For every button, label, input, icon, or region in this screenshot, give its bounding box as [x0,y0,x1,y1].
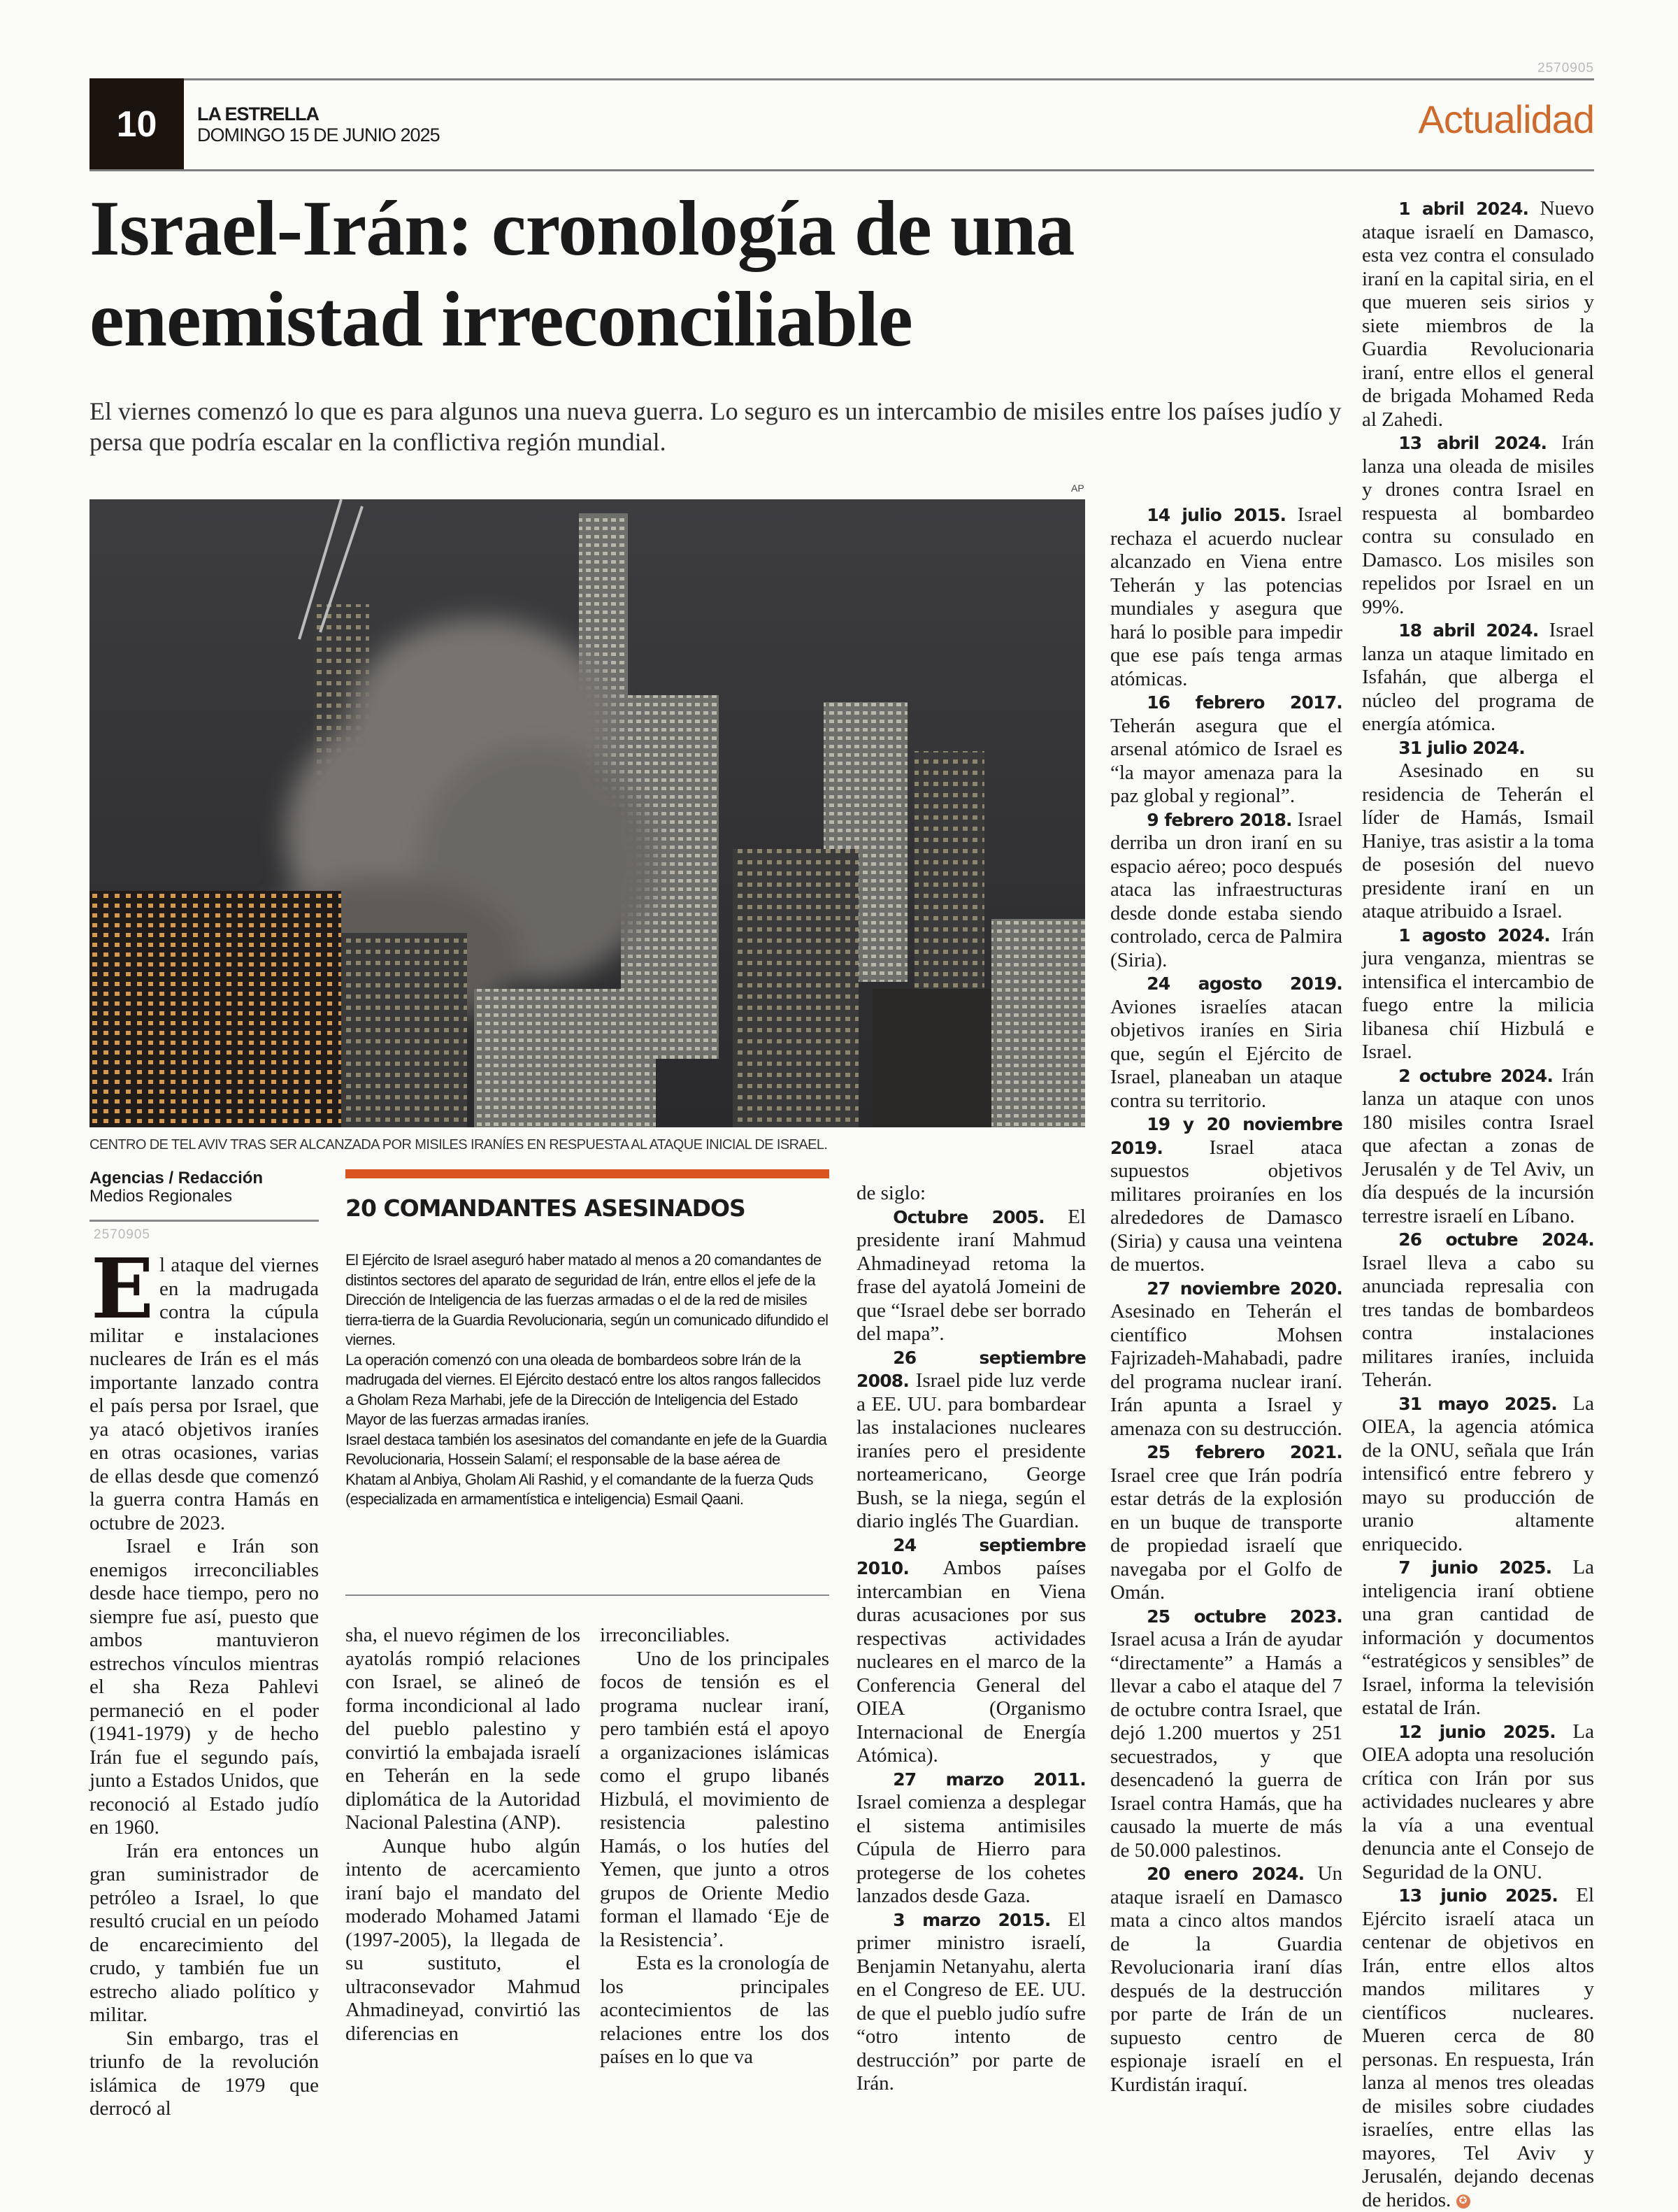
timeline-entry [1362,431,1594,619]
timeline-text: Nuevo ataque israelí en Damasco, esta vez contra el consulado iraní en la capital siria, en el que mueren seis sirios y siete miembros de la Guardia Revolucionaria iraní, entre ellos el general de brigada Mohamed Reda al Zahedi. [1362,197,1594,431]
paragraph-text: l ataque del viernes en la madrugada contra la cúpula militar e instalaciones nucleares de Irán es el más importante lanzado contra el país persa por Israel, que ya atacó objetivos iraníes en otras ocasiones, varias de ellas desde que comenzó la guerra contra Hamás en octubre de 2023. [89,1254,319,1534]
body-paragraph: irreconciliables. [600,1624,730,1646]
timeline-entry [1362,1884,1594,2212]
timeline-entry [1110,808,1342,973]
timeline-column-1 [856,1182,1086,2096]
drop-cap: E [91,1240,154,1337]
body-paragraph [89,1240,319,1535]
timeline-entry [1362,924,1594,1064]
byline [89,1169,319,1206]
timeline-date: 27 marzo 2011. [893,1769,1086,1790]
photo-caption: CENTRO DE TEL AVIV TRAS SER ALCANZADA POR MISILES IRANÍES EN RESPUESTA AL ATAQUE INICIAL DE ISRAEL. [89,1137,828,1153]
body-column-2 [345,1624,580,2046]
timeline-text: Israel rechaza el acuerdo nuclear alcanzado en Viena entre Teherán y las potencias mundiales y asegura que hará lo posible para impedir que ese país tenga armas atómicas. [1110,504,1343,690]
timeline-text: La OIEA, la agencia atómica de la ONU, señala que Irán intensificó entre febrero y mayo su producción de uranio altamente enriquecido. [1362,1392,1594,1555]
timeline-date: 26 septiembre 2008. [856,1347,1086,1391]
timeline-entry [1362,1392,1594,1557]
timeline-text: Israel cree que Irán podría estar detrás de la explosión en un buque de transporte de propiedad israelí que navegaba por el Golfo de Omán. [1110,1464,1342,1604]
timeline-column-2 [1110,504,1342,2097]
timeline-date: 16 febrero 2017. [1147,692,1342,713]
timeline-date: 1 abril 2024. [1398,199,1529,219]
timeline-date: 13 junio 2025. [1398,1885,1558,1906]
tel-aviv-skyline-image [89,499,1085,1127]
watermark-bottom: 2570905 [94,1227,150,1242]
timeline-date: 7 junio 2025. [1398,1557,1552,1578]
timeline-date: 31 julio 2024. [1398,737,1525,758]
box-paragraph: La operación comenzó con una oleada de bombardeos sobre Irán de la madrugada del viernes. El Ejército destacó entre los altos rangos fallecidos a Gholam Reza Marhabi, jefe de la Dirección de Inteligencia del Estado Mayor de las fuerzas armadas iraníes. [345,1350,821,1428]
page-number: 10 [89,78,184,171]
timeline-text: Israel lleva a cabo su anunciada represalia con tres tandas de bombardeos contra instalaciones militares iraníes, incluida Teherán. [1362,1251,1594,1391]
timeline-date: 3 marzo 2015. [893,1909,1051,1930]
timeline-text: El presidente iraní Mahmud Ahmadineyad retoma la frase del ayatolá Jomeini de que “Israel debe ser borrado del mapa”. [856,1205,1086,1345]
timeline-entry [1362,1228,1594,1392]
body-paragraph: sha, el nuevo régimen de los ayatolás rompió relaciones con Israel, se alineó de forma incondicional al lado del pueblo palestino y convirtió la embajada israelí en Teherán en la sede diplomática de la Autoridad Nacional Palestina (ANP). [345,1624,580,1834]
timeline-entry [1110,504,1342,691]
body-paragraph: Irán era entonces un gran suministrador de petróleo a Israel, lo que resultó crucial en un peíodo de encarecimiento del crudo, y también fue un estrecho aliado político y militar. [89,1839,319,2026]
timeline-text: El Ejército israelí ataca un centenar de objetivos en Irán, entre ellos altos mandos militares y científicos nucleares. Mueren cerca de 80 personas. En respuesta, Irán lanza al menos tres oleadas de misiles sobre ciudades israelíes, entre ellas las mayores, Tel Aviv y Jerusalén, dejando decenas de heridos. [1362,1884,1595,2211]
body-paragraph: de siglo: [856,1182,926,1204]
body-column-3 [600,1624,829,2069]
header-bottom-rule [89,169,1594,171]
timeline-entry [1110,1277,1342,1441]
timeline-text: Israel ataca supuestos objetivos militares proiraníes en los alrededores de Damasco (Siria) y causa una veintena de muertos. [1110,1136,1342,1276]
byline-source: Medios Regionales [89,1187,233,1206]
timeline-column-3 [1362,197,1594,2212]
byline-rule [89,1220,319,1222]
timeline-entry [1110,1441,1342,1605]
box-text [345,1250,829,1510]
masthead [197,104,440,145]
timeline-text: La inteligencia iraní obtiene una gran cantidad de información y documentos “estratégicos y sensibles” de Israel, informa la televisión estatal de Irán. [1362,1556,1594,1719]
timeline-text: La OIEA adopta una resolución crítica con Irán por sus actividades nucleares y abre la vía a una eventual denuncia ante el Consejo de Seguridad de la ONU. [1362,1720,1594,1883]
timeline-text: Israel lanza un ataque limitado en Isfahán, que alberga el núcleo del programa de energía atómica. [1362,619,1595,735]
timeline-date: 13 abril 2024. [1398,433,1547,453]
box-accent-bar [345,1169,829,1178]
news-photo [89,499,1085,1127]
timeline-date: 14 julio 2015. [1147,505,1286,525]
box-title: 20 COMANDANTES ASESINADOS [345,1194,745,1222]
timeline-entry [1110,1862,1342,2097]
timeline-entry [1362,759,1594,924]
body-paragraph: Aunque hubo algún intento de acercamiento iraní bajo el mandato del moderado Mohamed Jatami (1997-2005), la llegada de su sustituto, el ultraconsevador Mahmud Ahmadineyad, convirtió las diferencias en [345,1834,580,2045]
body-paragraph: Israel e Irán son enemigos irreconciliables desde hace tiempo, pero no siempre fue así, puesto que ambos mantuvieron estrechos vínculos mientras el sha Reza Pahlevi permaneció en el poder (1941-1979) y de hecho Irán fue el segundo país, junto a Estados Unidos, que reconoció al Estado judío en 1960. [89,1535,319,1839]
timeline-text: Un ataque israelí en Damasco mata a cinco altos mandos de la Guardia Revolucionaria iraní días después de la destrucción por parte de Irán de un supuesto centro de espionaje israelí en el Kurdistán iraquí. [1110,1862,1342,2096]
box-paragraph: Israel destaca también los asesinatos del comandante en jefe de la Guardia Revolucionaria, Hossein Salamí; el responsable de la base aérea de Khatam al Anbiya, Gholam Ali Rashid, y el comandante de la fuerza Quds (especializada en armamentística e inteligencia) Esmail Qaani. [345,1430,827,1508]
timeline-entry [1362,197,1594,431]
timeline-date: 25 octubre 2023. [1147,1606,1342,1627]
subhead: El viernes comenzó lo que es para algunos una nueva guerra. Lo seguro es un intercambio de misiles entre los países judío y persa que podría escalar en la conflictiva región mundial. [89,397,1342,456]
timeline-date: 2 octubre 2024. [1398,1065,1554,1086]
timeline-date: 12 junio 2025. [1398,1721,1556,1742]
box-paragraph: El Ejército de Israel aseguró haber matado al menos a 20 comandantes de distintos sectores del aparato de seguridad de Irán, entre ellos el jefe de la Dirección de Inteligencia de las fuerzas armadas o el de la red de misiles tierra-tierra de la Guardia Revolucionaria, según un comunicado difundido el viernes. [345,1251,829,1348]
timeline-text: Aviones israelíes atacan objetivos iraníes en Siria que, según el Ejército de Israel, planeaban un ataque contra su territorio. [1110,995,1342,1112]
end-of-article-icon: ✪ [1456,2195,1470,2209]
timeline-date: 25 febrero 2021. [1147,1442,1342,1462]
timeline-entry [856,1908,1086,2096]
timeline-entry [1362,736,1594,760]
timeline-text: Ambos países intercambian en Viena duras acusaciones por sus respectivas actividades nucleares en el marco de la Conferencia General del OIEA (Organismo Internacional de Energía Atómica). [856,1557,1086,1767]
box-bottom-rule [345,1594,829,1596]
watermark-top: 2570905 [1537,61,1594,76]
timeline-entry [1362,1064,1594,1229]
timeline-date: 24 agosto 2019. [1147,973,1342,994]
timeline-text: Israel acusa a Irán de ayudar “directamente” a Hamás a llevar a cabo el ataque del 7 de octubre contra Israel, que dejó 1.200 muertos y 251 secuestrados, y que desencadenó la guerra de Israel contra Hamás, que ha causado la muerte de más de 50.000 palestinos. [1110,1628,1342,1862]
timeline-text: Israel comienza a desplegar el sistema antimisiles Cúpula de Hierro para protegerse de los cohetes lanzados desde Gaza. [856,1791,1086,1907]
timeline-date: 1 agosto 2024. [1398,925,1550,946]
timeline-date: 9 febrero 2018. [1147,809,1292,830]
timeline-date: 18 abril 2024. [1398,620,1539,641]
timeline-text: Israel derriba un dron iraní en su espacio aéreo; poco después ataca las infraestructuras desde donde estaba siendo controlado, cerca de Palmira (Siria). [1110,808,1343,971]
timeline-date: 24 septiembre 2010. [856,1534,1086,1578]
timeline-entry [1110,1113,1342,1277]
timeline-date: 27 noviembre 2020. [1147,1278,1342,1299]
timeline-text: Asesinado en su residencia de Teherán el líder de Hamás, Ismail Haniye, tras asistir a la toma de posesión del nuevo presidente iraní en un ataque atribuido a Israel. [1362,759,1594,922]
timeline-date: 26 octubre 2024. [1398,1229,1594,1250]
photo-credit: AP [1071,483,1084,494]
timeline-entry [1110,972,1342,1113]
issue-date: DOMINGO 15 DE JUNIO 2025 [197,124,440,145]
timeline-entry [856,1534,1086,1768]
timeline-entry [856,1346,1086,1534]
timeline-date: 20 enero 2024. [1147,1864,1305,1884]
timeline-text: El primer ministro israelí, Benjamin Netanyahu, alerta en el Congreso de EE. UU. de que el pueblo judío sufre “otro intento de destrucción” por parte de Irán. [856,1908,1086,2095]
headline: Israel-Irán: cronología de una enemistad irreconciliable [89,185,1075,363]
timeline-text: Irán lanza una oleada de misiles y drones contra Israel en respuesta al bombardeo contra su consulado en Damasco. Los misiles son repelidos por Israel en un 99%. [1362,431,1595,618]
timeline-entry [1110,691,1342,808]
timeline-entry [1362,1556,1594,1720]
body-paragraph: Esta es la cronología de los principales acontecimientos de las relaciones entre los dos países en lo que va [600,1952,829,2068]
timeline-date: Octubre 2005. [893,1206,1045,1227]
timeline-text: Irán jura venganza, mientras se intensifica el intercambio de fuego entre la milicia libanesa chií Hizbulá e Israel. [1362,923,1594,1063]
timeline-text: Asesinado en Teherán el científico Mohsen Fajrizadeh-Mahabadi, padre del programa nuclear iraní. Irán apunta a Israel y amenaza con su destrucción. [1110,1300,1342,1440]
body-column-1 [89,1240,319,2121]
timeline-entry [1110,1605,1342,1863]
timeline-date: 31 mayo 2025. [1398,1393,1557,1414]
timeline-entry [1362,1720,1594,1885]
header-top-rule [89,78,1594,80]
timeline-date: 19 y 20 noviembre 2019. [1110,1114,1342,1158]
newspaper-name: LA ESTRELLA [197,104,319,124]
timeline-text: Irán lanza un ataque con unos 180 misiles contra Israel que afectan a zonas de Jerusalén y de Tel Aviv, un día después de la incursión terrestre israelí en Líbano. [1362,1064,1595,1227]
timeline-entry [856,1768,1086,1908]
timeline-entry [856,1206,1086,1346]
timeline-text: Teherán asegura que el arsenal atómico de Israel es “la mayor amenaza para la paz global y regional”. [1110,714,1342,807]
timeline-entry [1362,619,1594,736]
body-paragraph: Sin embargo, tras el triunfo de la revolución islámica de 1979 que derrocó al [89,2027,319,2120]
section-title: Actualidad [1418,97,1594,141]
byline-author: Agencias / Redacción [89,1169,264,1187]
body-paragraph: Uno de los principales focos de tensión es el programa nuclear iraní, pero también está el apoyo a organizaciones islámicas como el grupo libanés Hizbulá, el movimiento de resistencia palestino Hamás, o los hutíes del Yemen, que junto a otros grupos de Oriente Medio forman el llamado ‘Eje de la Resistencia’. [600,1647,829,1951]
timeline-text: Israel pide luz verde a EE. UU. para bombardear las instalaciones nucleares iraníes pero el presidente norteamericano, George Bush, se la niega, según el diario inglés The Guardian. [856,1369,1086,1532]
